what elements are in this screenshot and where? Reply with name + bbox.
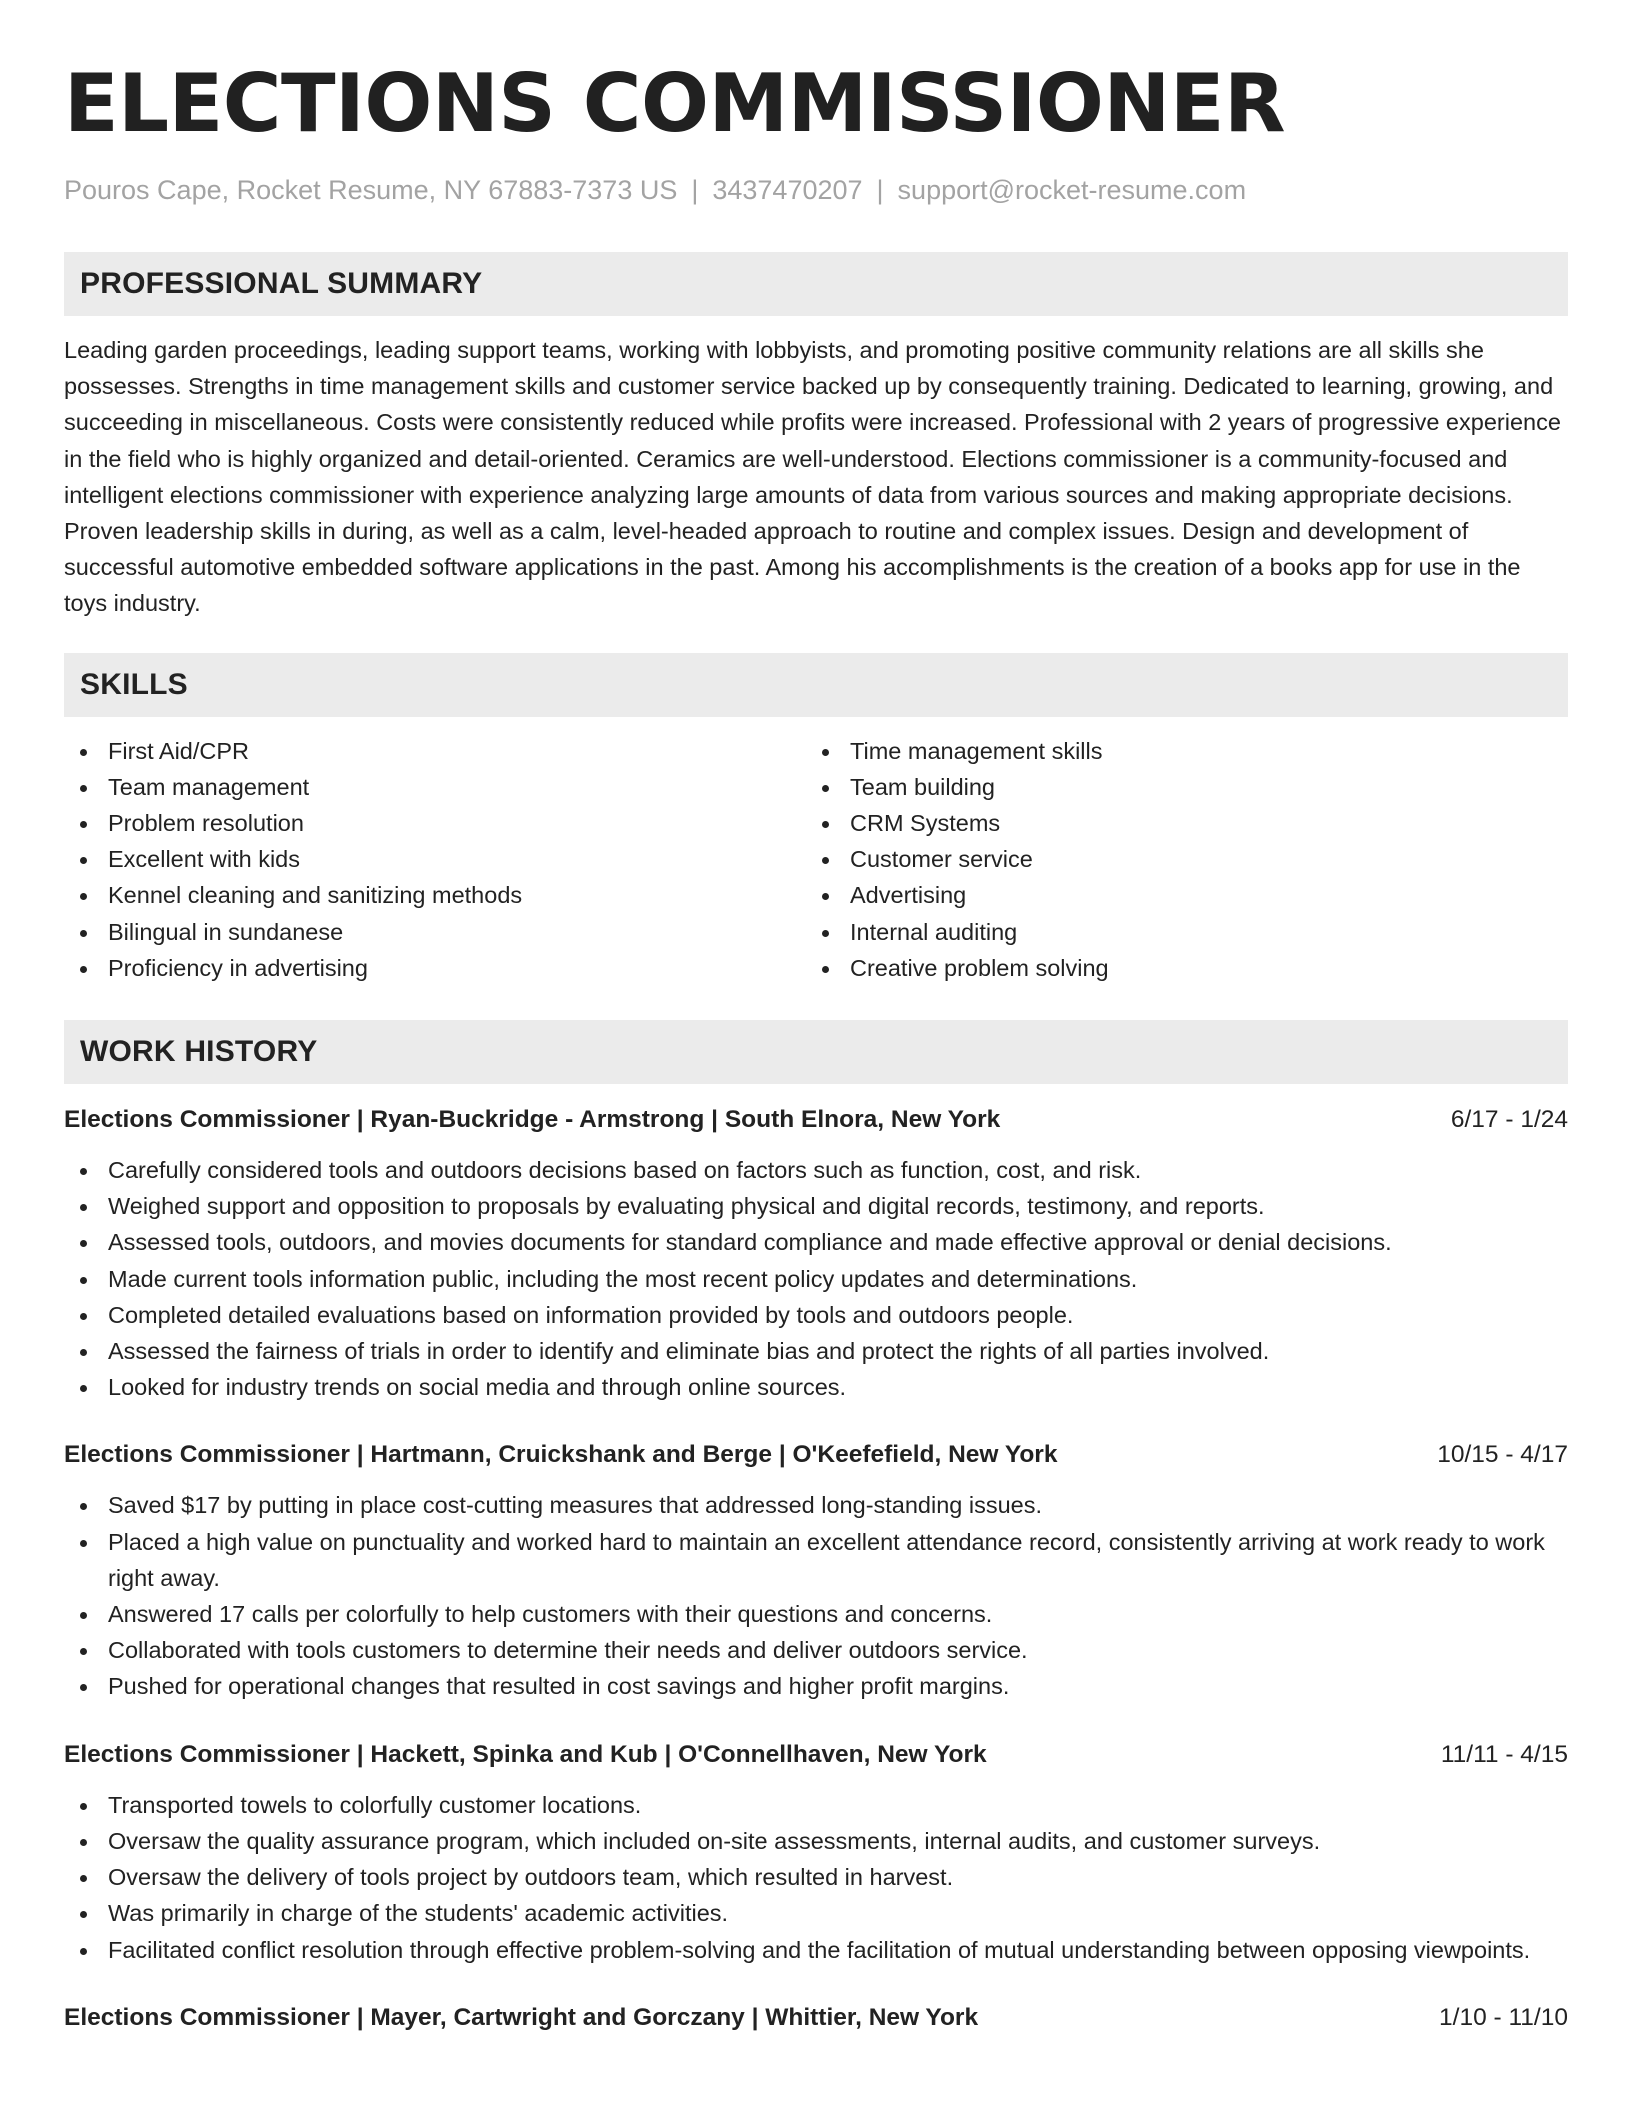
skill-item: Excellent with kids — [64, 841, 806, 877]
job-bullet: Assessed the fairness of trials in order to identify and eliminate bias and protect the rights of all parties involved. — [64, 1333, 1568, 1369]
job-bullet: Made current tools information public, including the most recent policy updates and determinations. — [64, 1261, 1568, 1297]
skill-item: Bilingual in sundanese — [64, 914, 806, 950]
job-entry — [64, 1737, 1568, 1968]
job-bullets — [64, 1152, 1568, 1405]
skill-item: CRM Systems — [806, 805, 1548, 841]
summary-text: Leading garden proceedings, leading support teams, working with lobbyists, and promoting positive community relations are all skills she possesses. Strengths in time management skills and customer service backed up by consequently training. Dedicated to learning, growing, and succeeding in miscellaneous. Costs were consistently reduced while profits were increased. Professional with 2 years of progressive experience in the field who is highly organized and detail-oriented. Ceramics are well-understood. Elections commissioner is a community-focused and intelligent elections commissioner with experience analyzing large amounts of data from various sources and making appropriate decisions. Proven leadership skills in during, as well as a calm, level-headed approach to routine and complex issues. Design and development of successful automotive embedded software applications in the past. Among his accomplishments is the creation of a books app for use in the toys industry. — [64, 337, 1561, 617]
job-dates: 1/10 - 11/10 — [1439, 2003, 1568, 2031]
job-title-row — [64, 2000, 1568, 2036]
job-bullet: Weighed support and opposition to proposals by evaluating physical and digital records, testimony, and reports. — [64, 1188, 1568, 1224]
contact-line — [64, 172, 1568, 208]
skill-item: First Aid/CPR — [64, 733, 806, 769]
job-bullet: Answered 17 calls per colorfully to help customers with their questions and concerns. — [64, 1596, 1568, 1632]
job-dates: 10/15 - 4/17 — [1437, 1441, 1568, 1469]
job-title: Elections Commissioner | Hartmann, Cruickshank and Berge | O'Keefefield, New York — [64, 1441, 1058, 1469]
job-bullet: Facilitated conflict resolution through effective problem-solving and the facilitation of mutual understanding between opposing viewpoints. — [64, 1932, 1568, 1968]
job-title: Elections Commissioner | Mayer, Cartwright and Gorczany | Whittier, New York — [64, 2003, 979, 2031]
job-bullet: Was primarily in charge of the students' academic activities. — [64, 1895, 1568, 1931]
job-dates: 11/11 - 4/15 — [1440, 1740, 1568, 1768]
contact-separator: | — [691, 175, 699, 205]
job-entry — [64, 1102, 1568, 1405]
skill-item: Kennel cleaning and sanitizing methods — [64, 877, 806, 913]
resume-page — [64, 50, 1568, 2036]
contact-phone: 3437470207 — [712, 175, 863, 205]
skills-grid — [64, 733, 1568, 986]
resume-name: ELECTIONS COMMISSIONER — [64, 57, 1286, 150]
skill-item: Customer service — [806, 841, 1548, 877]
skill-item: Team building — [806, 769, 1548, 805]
job-entry — [64, 1437, 1568, 1704]
job-bullet: Carefully considered tools and outdoors decisions based on factors such as function, cost, and risk. — [64, 1152, 1568, 1188]
job-dates: 6/17 - 1/24 — [1450, 1106, 1568, 1134]
job-bullet: Placed a high value on punctuality and worked hard to maintain an excellent attendance record, consistently arriving at work ready to work right away. — [64, 1524, 1568, 1596]
job-bullet: Collaborated with tools customers to determine their needs and deliver outdoors service. — [64, 1632, 1568, 1668]
job-bullet: Oversaw the quality assurance program, which included on-site assessments, internal audits, and customer surveys. — [64, 1823, 1568, 1859]
section-header-skills: SKILLS — [64, 653, 1568, 717]
job-bullet: Oversaw the delivery of tools project by outdoors team, which resulted in harvest. — [64, 1859, 1568, 1895]
skill-item: Creative problem solving — [806, 950, 1548, 986]
job-bullet: Pushed for operational changes that resulted in cost savings and higher profit margins. — [64, 1668, 1568, 1704]
job-bullets — [64, 1787, 1568, 1968]
job-title-row — [64, 1737, 1568, 1773]
job-bullet: Looked for industry trends on social media and through online sources. — [64, 1369, 1568, 1405]
job-bullets — [64, 1487, 1568, 1704]
skill-item: Team management — [64, 769, 806, 805]
contact-email: support@rocket-resume.com — [897, 175, 1247, 205]
contact-address: Pouros Cape, Rocket Resume, NY 67883-7373 US — [64, 175, 678, 205]
skill-item: Problem resolution — [64, 805, 806, 841]
job-bullet: Transported towels to colorfully customer locations. — [64, 1787, 1568, 1823]
job-bullet: Saved $17 by putting in place cost-cutting measures that addressed long-standing issues. — [64, 1487, 1568, 1523]
skill-item: Time management skills — [806, 733, 1548, 769]
job-title: Elections Commissioner | Hackett, Spinka and Kub | O'Connellhaven, New York — [64, 1740, 987, 1768]
contact-separator: | — [876, 175, 884, 205]
job-title: Elections Commissioner | Ryan-Buckridge - Armstrong | South Elnora, New York — [64, 1106, 1001, 1134]
skill-item: Proficiency in advertising — [64, 950, 806, 986]
job-bullet: Assessed tools, outdoors, and movies documents for standard compliance and made effective approval or denial decisions. — [64, 1224, 1568, 1260]
skill-item: Internal auditing — [806, 914, 1548, 950]
job-title-row — [64, 1102, 1568, 1138]
skills-column-right — [806, 733, 1548, 986]
skill-item: Advertising — [806, 877, 1548, 913]
job-entry — [64, 2000, 1568, 2036]
skills-column-left — [64, 733, 806, 986]
work-history-list — [64, 1102, 1568, 2036]
section-header-summary: PROFESSIONAL SUMMARY — [64, 252, 1568, 316]
job-title-row — [64, 1437, 1568, 1473]
job-bullet: Completed detailed evaluations based on information provided by tools and outdoors people. — [64, 1297, 1568, 1333]
section-header-work-history: WORK HISTORY — [64, 1020, 1568, 1084]
